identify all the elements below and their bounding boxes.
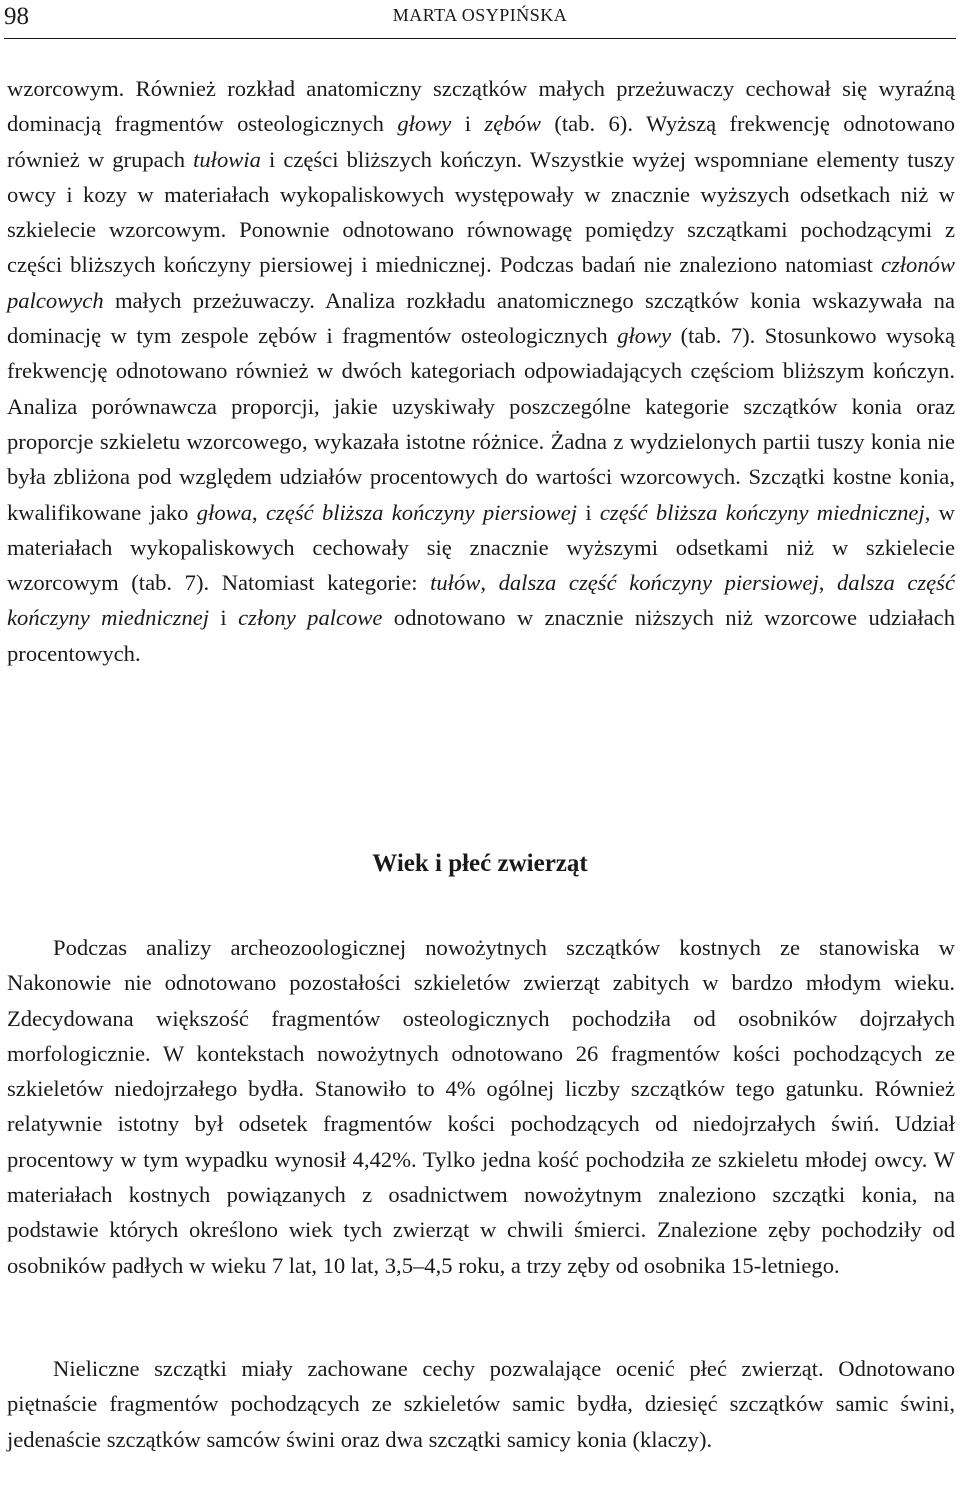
- section-heading: Wiek i płeć zwierząt: [372, 850, 588, 877]
- italic-term: tułów: [430, 570, 481, 596]
- italic-term: tułowia: [193, 146, 261, 172]
- body-paragraph-continued: wzorcowym. Również rozkład anatomiczny szczątków małych przeżuwaczy cechował się wyraźną dominacją fragmentów osteologicznych głowy i zębów (tab. 6). Wyższą frekwencję odnotowano również w grupach tułowia i części bliższych kończyn. Wszystkie wyżej wspomniane elementy tuszy owcy i kozy w materiałach wykopaliskowych występowały w znacznie wyższych odsetkach niż w szkielecie wzorcowym. Ponownie odnotowano równowagę pomiędzy szczątkami pochodzącymi z części bliższych kończyny piersiowej i miednicznej. Podczas badań nie znaleziono natomiast członów palcowych małych przeżuwaczy. Analiza rozkładu anatomicznego szczątków konia wskazywała na dominację w tym zespole zębów i fragmentów osteologicznych głowy (tab. 7). Stosunkowo wysoką frekwencję odnotowano również w dwóch kategoriach odpowiadających częściom bliższym kończyn. Analiza porównawcza proporcji, jakie uzyskiwały poszczególne kategorie szczątków konia oraz proporcje szkieletu wzorcowego, wykazała istotne różnice. Żadna z wydzielonych partii tuszy konia nie była zbliżona pod względem udziałów procentowych do wartości wzorcowych. Szczątki kostne konia, kwalifikowane jako głowa, część bliższa kończyny piersiowej i część bliższa kończyny miednicznej, w materiałach wykopaliskowych cechowały się znacznie wyższymi odsetkami niż w szkielecie wzorcowym (tab. 7). Natomiast kategorie: tułów, dalsza część kończyny piersiowej, dalsza część kończyny miednicznej i człony palcowe odnotowano w znacznie niższych niż wzorcowe udziałach procentowych.: [7, 76, 956, 666]
- page-number: 98: [4, 3, 29, 30]
- italic-term: dalsza część kończyny piersiowej: [498, 570, 819, 596]
- body-paragraph-age: Podczas analizy archeozoologicznej nowożytnych szczątków kostnych ze stanowiska w Nakonowie nie odnotowano pozostałości szkieletów zwierząt zabitych w bardzo młodym wieku. Zdecydowana większość fragmentów osteologicznych pochodziła od osobników dojrzałych morfologicznie. W kontekstach nowożytnych odnotowano 26 fragmentów kości pochodzących ze szkieletów niedojrzałego bydła. Stanowiło to 4% ogólnej liczby szczątków tego gatunku. Również relatywnie istotny był odsetek fragmentów kości pochodzących od niedojrzałych świń. Udział procentowy w tym wypadku wynosił 4,42%. Tylko jedna kość pochodziła ze szkieletu młodej owcy. W materiałach kostnych powiązanych z osadnictwem nowożytnym znaleziono szczątki konia, na podstawie których określono wiek tych zwierząt w chwili śmierci. Znalezione zęby pochodziły od osobników padłych w wieku 7 lat, 10 lat, 3,5–4,5 roku, a trzy zęby od osobnika 15-letniego.: [7, 935, 955, 1278]
- body-paragraph-sex: Nieliczne szczątki miały zachowane cechy pozwalające ocenić płeć zwierząt. Odnotowano piętnaście fragmentów pochodzących ze szkieletów samic bydła, dziesięć szczątków samic świni, jedenaście szczątków samców świni oraz dwa szczątki samicy konia (klaczy).: [7, 1356, 955, 1452]
- running-head: MARTA OSYPIŃSKA: [392, 5, 568, 25]
- italic-term: głowa: [196, 499, 253, 525]
- italic-term: część bliższa kończyny piersiowej: [265, 499, 578, 525]
- italic-term: dalsza część kończyny miednicznej: [7, 570, 956, 631]
- italic-term: członów palcowych: [7, 252, 955, 313]
- italic-term: głowy: [617, 323, 672, 349]
- italic-term: zębów: [484, 111, 541, 137]
- italic-term: człony palcowe: [238, 605, 383, 631]
- italic-term: głowy: [397, 111, 452, 137]
- italic-term: część bliższa kończyny miednicznej: [599, 499, 925, 525]
- header-rule: [4, 38, 956, 39]
